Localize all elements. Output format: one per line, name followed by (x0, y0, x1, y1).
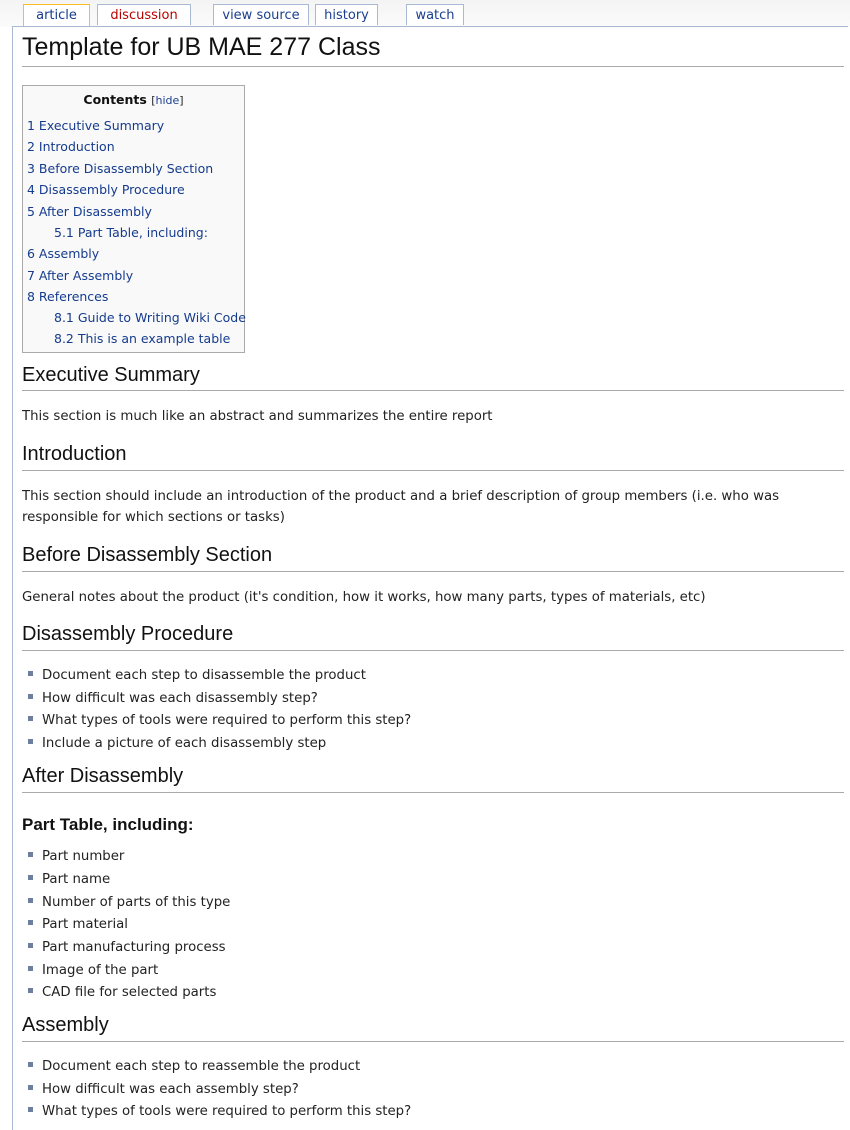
section-divider (22, 470, 844, 471)
bullet-square-icon (28, 671, 33, 676)
bullet-square-icon (28, 852, 33, 857)
list-item-text: Part number (42, 849, 125, 864)
tab-watch[interactable]: watch (406, 4, 464, 25)
list-item-text: CAD file for selected parts (42, 985, 217, 1000)
list-item-text: What types of tools were required to perform this step? (42, 1104, 412, 1119)
list-item (28, 711, 411, 731)
list-item-text: Image of the part (42, 963, 159, 978)
list-item (28, 1057, 360, 1077)
section-divider (22, 650, 844, 651)
toc-item-assembly[interactable]: 6 Assembly (27, 246, 100, 261)
bullet-square-icon (28, 739, 33, 744)
tab-article[interactable]: article (23, 4, 90, 27)
toc-item-guide-wiki-code[interactable]: 8.1 Guide to Writing Wiki Code (54, 310, 246, 325)
list-item (28, 893, 230, 913)
heading-introduction: Introduction (22, 443, 127, 465)
list-item (28, 915, 128, 935)
bullet-square-icon (28, 920, 33, 925)
list-item (28, 1102, 411, 1122)
tab-history[interactable]: history (315, 4, 378, 25)
bullet-square-icon (28, 966, 33, 971)
title-divider (22, 66, 844, 67)
before-disassembly-text: General notes about the product (it's condition, how it works, how many parts, types of materials, etc) (22, 590, 706, 605)
list-item (28, 938, 226, 958)
list-item-text: Include a picture of each disassembly step (42, 736, 327, 751)
list-item-text: Part material (42, 917, 128, 932)
bullet-square-icon (28, 694, 33, 699)
toc-item-references[interactable]: 8 References (27, 289, 109, 304)
page-title: Template for UB MAE 277 Class (22, 33, 381, 61)
toc-item-after-assembly[interactable]: 7 After Assembly (27, 268, 134, 283)
list-item-text: Document each step to reassemble the product (42, 1059, 361, 1074)
toc-item-executive-summary[interactable]: 1 Executive Summary (27, 118, 165, 133)
table-of-contents (22, 85, 245, 353)
toc-hide-link[interactable]: hide (155, 94, 180, 107)
heading-before-disassembly: Before Disassembly Section (22, 544, 273, 566)
section-divider (22, 390, 844, 391)
toc-item-part-table[interactable]: 5.1 Part Table, including: (54, 225, 208, 240)
list-item (28, 847, 124, 867)
heading-part-table: Part Table, including: (22, 815, 194, 834)
bullet-square-icon (28, 988, 33, 993)
list-item (28, 666, 366, 686)
toc-hide-toggle: [hide] (151, 94, 184, 107)
bullet-square-icon (28, 875, 33, 880)
list-item (28, 734, 326, 754)
bullet-square-icon (28, 898, 33, 903)
list-item (28, 961, 158, 981)
bullet-square-icon (28, 1085, 33, 1090)
bullet-square-icon (28, 1107, 33, 1112)
list-item-text: Document each step to disassemble the product (42, 668, 366, 683)
toc-item-introduction[interactable]: 2 Introduction (27, 139, 115, 154)
bullet-square-icon (28, 716, 33, 721)
list-item-text: How difficult was each assembly step? (42, 1082, 299, 1097)
heading-disassembly-procedure: Disassembly Procedure (22, 623, 234, 645)
list-item (28, 983, 216, 1003)
page-tabs (0, 0, 850, 27)
tab-discussion[interactable]: discussion (97, 4, 191, 25)
list-item (28, 870, 110, 890)
list-item-text: Number of parts of this type (42, 895, 231, 910)
toc-title-text: Contents (83, 92, 147, 107)
list-item-text: What types of tools were required to perform this step? (42, 713, 412, 728)
section-divider (22, 1041, 844, 1042)
toc-title (23, 92, 244, 107)
executive-summary-text: This section is much like an abstract and summarizes the entire report (22, 409, 493, 424)
section-divider (22, 571, 844, 572)
heading-assembly: Assembly (22, 1014, 109, 1036)
tab-view-source[interactable]: view source (213, 4, 309, 25)
bullet-square-icon (28, 943, 33, 948)
toc-item-disassembly-procedure[interactable]: 4 Disassembly Procedure (27, 182, 185, 197)
list-item (28, 689, 318, 709)
toc-item-before-disassembly[interactable]: 3 Before Disassembly Section (27, 161, 214, 176)
introduction-text: This section should include an introduction of the product and a brief description of group members (i.e. who was responsible for which sections or tasks) (22, 489, 780, 525)
toc-item-example-table[interactable]: 8.2 This is an example table (54, 331, 231, 346)
list-item-text: How difficult was each disassembly step? (42, 691, 318, 706)
list-item-text: Part manufacturing process (42, 940, 226, 955)
heading-after-disassembly: After Disassembly (22, 765, 184, 787)
section-divider (22, 792, 844, 793)
list-item-text: Part name (42, 872, 111, 887)
heading-executive-summary: Executive Summary (22, 364, 200, 386)
toc-item-after-disassembly[interactable]: 5 After Disassembly (27, 204, 152, 219)
bullet-square-icon (28, 1062, 33, 1067)
list-item (28, 1080, 299, 1100)
